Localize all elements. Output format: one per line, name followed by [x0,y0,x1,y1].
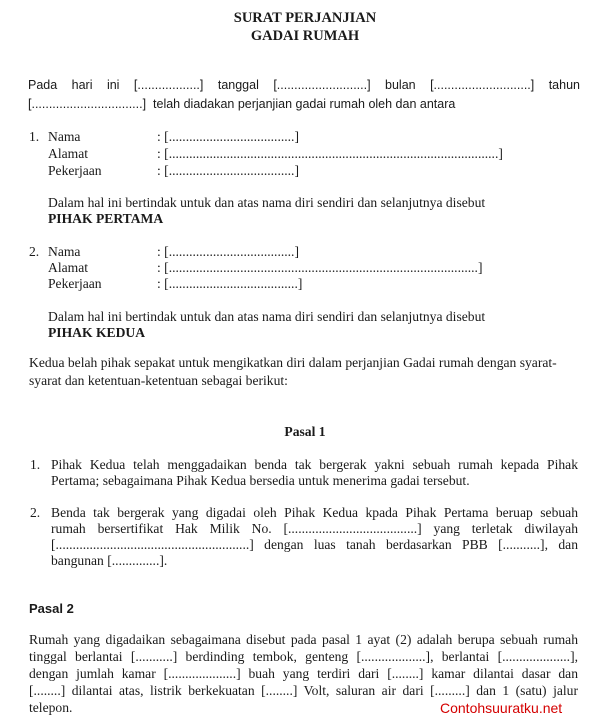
document-title-line2: GADAI RUMAH [250,28,360,44]
intro-word: hari [71,78,93,92]
agreement-line1: Kedua belah pihak sepakat untuk mengikatkan diri dalam perjanjian Gadai rumah dengan syarat- [29,355,557,370]
party2-number: 2. [29,244,40,259]
party1-description: Dalam hal ini bertindak untuk dan atas nama diri sendiri dan selanjutnya disebut [48,195,486,210]
pasal2-heading: Pasal 2 [29,601,74,616]
intro-word: bulan [385,78,416,92]
intro-line2: [................................] telah diadakan perjanjian gadai rumah oleh dan antara [28,97,456,111]
pasal2-line4: [........] dilantai atas, listrik berkekuatan [........] Volt, saluran air dari [.........] dan 1 (satu) jalur [29,683,578,698]
pasal2-line5: telepon. [29,700,73,715]
pasal1-item2-line1: Benda tak bergerak yang digadai oleh Pihak Kedua kpada Pihak Pertama beruap sebuah [51,505,578,520]
document-title-line1: SURAT PERJANJIAN [233,10,377,26]
site-watermark: Contohsuuratku.net [440,700,563,716]
party2-job-label: Pekerjaan [48,276,102,291]
pasal1-item2-number: 2. [30,505,41,520]
party1-role: PIHAK PERTAMA [48,211,164,226]
party2-description: Dalam hal ini bertindak untuk dan atas nama diri sendiri dan selanjutnya disebut [48,309,486,324]
pasal2-line2: tinggal berlantai [...........] berdinding tembok, genteng [...................], berlantai [....................], [29,649,578,664]
party1-address-label: Alamat [48,146,89,161]
date-blank: [..........................] [273,78,371,92]
party1-number: 1. [29,129,40,144]
party2-address-blank: : [...........................................................................................] [157,260,483,275]
party1-name-blank: : [.....................................] [157,129,299,144]
pasal1-heading: Pasal 1 [284,424,326,439]
party2-role: PIHAK KEDUA [48,325,146,340]
pasal1-item1-number: 1. [30,457,41,472]
intro-word: tanggal [217,78,259,92]
pasal1-item2-line4: bangunan [..............]. [51,553,168,568]
party1-job-blank: : [.....................................] [157,163,299,178]
party1-address-blank: : [.................................................................................................] [157,146,503,161]
pasal1-item2-line3: [.........................................................] dengan luas tanah berdasarkan PBB [...........], dan [51,537,578,552]
party1-job-label: Pekerjaan [48,163,102,178]
party2-job-blank: : [......................................] [157,276,303,291]
intro-word: Pada [28,78,58,92]
party2-name-label: Nama [48,244,81,259]
pasal1-item2-line2: rumah bersertifikat Hak Milik No. [......................................] yang terletak diwilayah [51,521,578,536]
agreement-line2: syarat dan ketentuan-ketentuan sebagai berikut: [29,373,288,388]
pasal1-item1-line1: Pihak Kedua telah menggadaikan benda tak bergerak yakni sebuah rumah kepada Pihak [51,457,578,472]
pasal1-item1-line2: Pertama; sebagaimana Pihak Kedua bersedia untuk menerima gadai tersebut. [51,473,470,488]
intro-word: tahun [548,78,580,92]
day-blank: [..................] [133,78,204,92]
month-blank: [............................] [430,78,535,92]
pasal2-line1: Rumah yang digadaikan sebagaimana disebut pada pasal 1 ayat (2) adalah berupa sebuah rumah [29,632,578,647]
intro-word: ini [106,78,120,92]
intro-line1 [28,78,580,92]
pasal2-line3: dengan jumlah kamar [....................] buah yang terdiri dari [........] kamar dilantai dasar dan [29,666,578,681]
party1-name-label: Nama [48,129,81,144]
party2-name-blank: : [.....................................] [157,244,299,259]
party2-address-label: Alamat [48,260,89,275]
